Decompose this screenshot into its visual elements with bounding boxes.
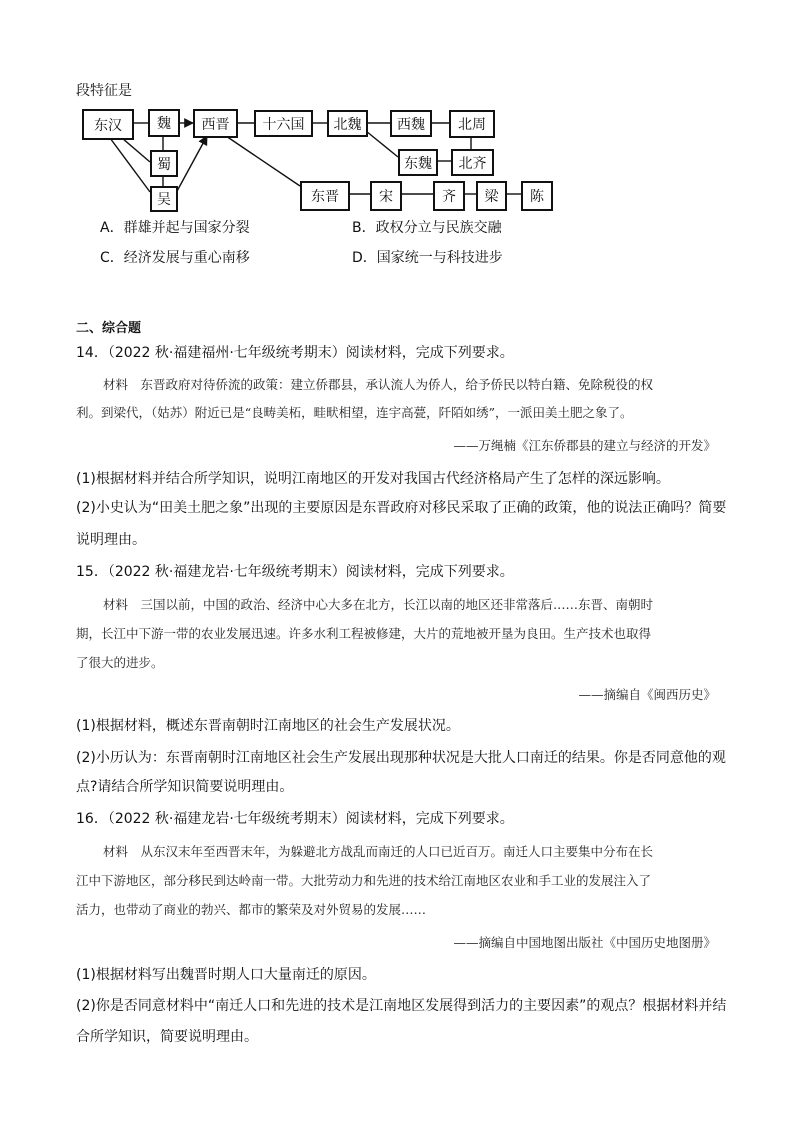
q15-stem: 15．（2022 秋·福建龙岩·七年级统考期末）阅读材料，完成下列要求。 — [76, 564, 514, 580]
q15-material-line3: 了很大的进步。 — [76, 655, 164, 670]
node-dongjin: 东晋 — [300, 181, 350, 211]
q14-stem: 14．（2022 秋·福建福州·七年级统考期末）阅读材料，完成下列要求。 — [76, 345, 514, 361]
section-title: 二、综合题 — [76, 321, 142, 336]
intro-text: 段特征是 — [76, 83, 132, 99]
line-xijin-dongjin — [226, 136, 300, 186]
q15-part2-line2: 点?请结合所学知识简要说明理由。 — [76, 779, 294, 795]
node-qi: 齐 — [433, 181, 465, 211]
option-b: B．政权分立与民族交融 — [352, 220, 502, 236]
node-chen: 陈 — [521, 181, 553, 211]
q15-material-line2: 期，长江中下游一带的农业发展迅速。许多水利工程被修建，大片的荒地被开垦为良田。生产技术也取得 — [76, 626, 652, 641]
q16-source: ——摘编自中国地图出版社《中国历史地图册》 — [453, 935, 716, 950]
line-donghan-shu — [122, 138, 150, 162]
q15-part2-line1: (2)小历认为：东晋南朝时江南地区社会生产发展出现那种状况是大批人口南迁的结果。你是否同意他的观 — [76, 750, 726, 766]
q16-stem: 16．（2022 秋·福建龙岩·七年级统考期末）阅读材料，完成下列要求。 — [76, 811, 514, 827]
node-donghan: 东汉 — [82, 109, 134, 140]
node-shu: 蜀 — [150, 150, 178, 177]
node-xijin: 西晋 — [193, 109, 238, 138]
q16-part2-line1: (2)你是否同意材料中“南迁人口和先进的技术是江南地区发展得到活力的主要因素”的观点？根据材料并结 — [76, 998, 727, 1014]
q14-part2-line2: 说明理由。 — [76, 532, 146, 548]
q16-material-line1: 材料 从东汉末年至西晋末年，为躲避北方战乱而南迁的人口已近百万。南迁人口主要集中分布在长 — [103, 844, 654, 859]
option-c: C．经济发展与重心南移 — [100, 250, 250, 266]
q14-source: ——万绳楠《江东侨郡县的建立与经济的开发》 — [453, 438, 716, 453]
line-donghan-wu — [110, 138, 150, 192]
q14-part1: (1)根据材料并结合所学知识，说明江南地区的开发对我国古代经济格局产生了怎样的深远影响。 — [76, 471, 670, 487]
arrow-wu-xijin — [176, 136, 207, 193]
node-beiwei: 北魏 — [327, 110, 368, 137]
node-xiwei: 西魏 — [390, 110, 432, 137]
q16-part1: (1)根据材料写出魏晋时期人口大量南迁的原因。 — [76, 967, 376, 983]
option-a: A．群雄并起与国家分裂 — [100, 220, 250, 236]
node-beizhou: 北周 — [449, 110, 495, 138]
node-wei: 魏 — [148, 109, 180, 137]
q14-part2-line1: (2)小史认为“田美土肥之象”出现的主要原因是东晋政府对移民采取了正确的政策，他的说法正确吗？简要 — [76, 500, 727, 516]
q14-material-line2: 利。到梁代，（姑苏）附近已是“良畴美柘，畦畎相望，连宇高甍，阡陌如绣”，一派田美土肥之象了。 — [76, 405, 633, 420]
q16-material-line2: 江中下游地区，部分移民到达岭南一带。大批劳动力和先进的技术给江南地区农业和手工业的发展注入了 — [76, 873, 652, 888]
q15-material-line1: 材料 三国以前，中国的政治、经济中心大多在北方，长江以南的地区还非常落后……东晋、南朝时 — [103, 597, 654, 612]
option-d: D．国家统一与科技进步 — [352, 250, 503, 266]
node-liang: 梁 — [476, 181, 507, 211]
node-song: 宋 — [370, 181, 402, 211]
q15-part1: (1)根据材料，概述东晋南朝时江南地区的社会生产发展状况。 — [76, 718, 460, 734]
q16-part2-line2: 合所学知识，简要说明理由。 — [76, 1029, 258, 1045]
q15-source: ——摘编自《闽西历史》 — [578, 687, 716, 702]
q16-material-line3: 活力，也带动了商业的勃兴、都市的繁荣及对外贸易的发展…… — [76, 902, 427, 917]
node-shiliuguo: 十六国 — [254, 110, 313, 137]
node-beiqi: 北齐 — [451, 149, 494, 176]
q14-material-line1: 材料 东晋政府对待侨流的政策：建立侨郡县，承认流人为侨人，给予侨民以特白籍、免除税役的权 — [103, 377, 654, 392]
node-dongwei: 东魏 — [398, 149, 438, 176]
node-wu: 吴 — [150, 186, 178, 212]
